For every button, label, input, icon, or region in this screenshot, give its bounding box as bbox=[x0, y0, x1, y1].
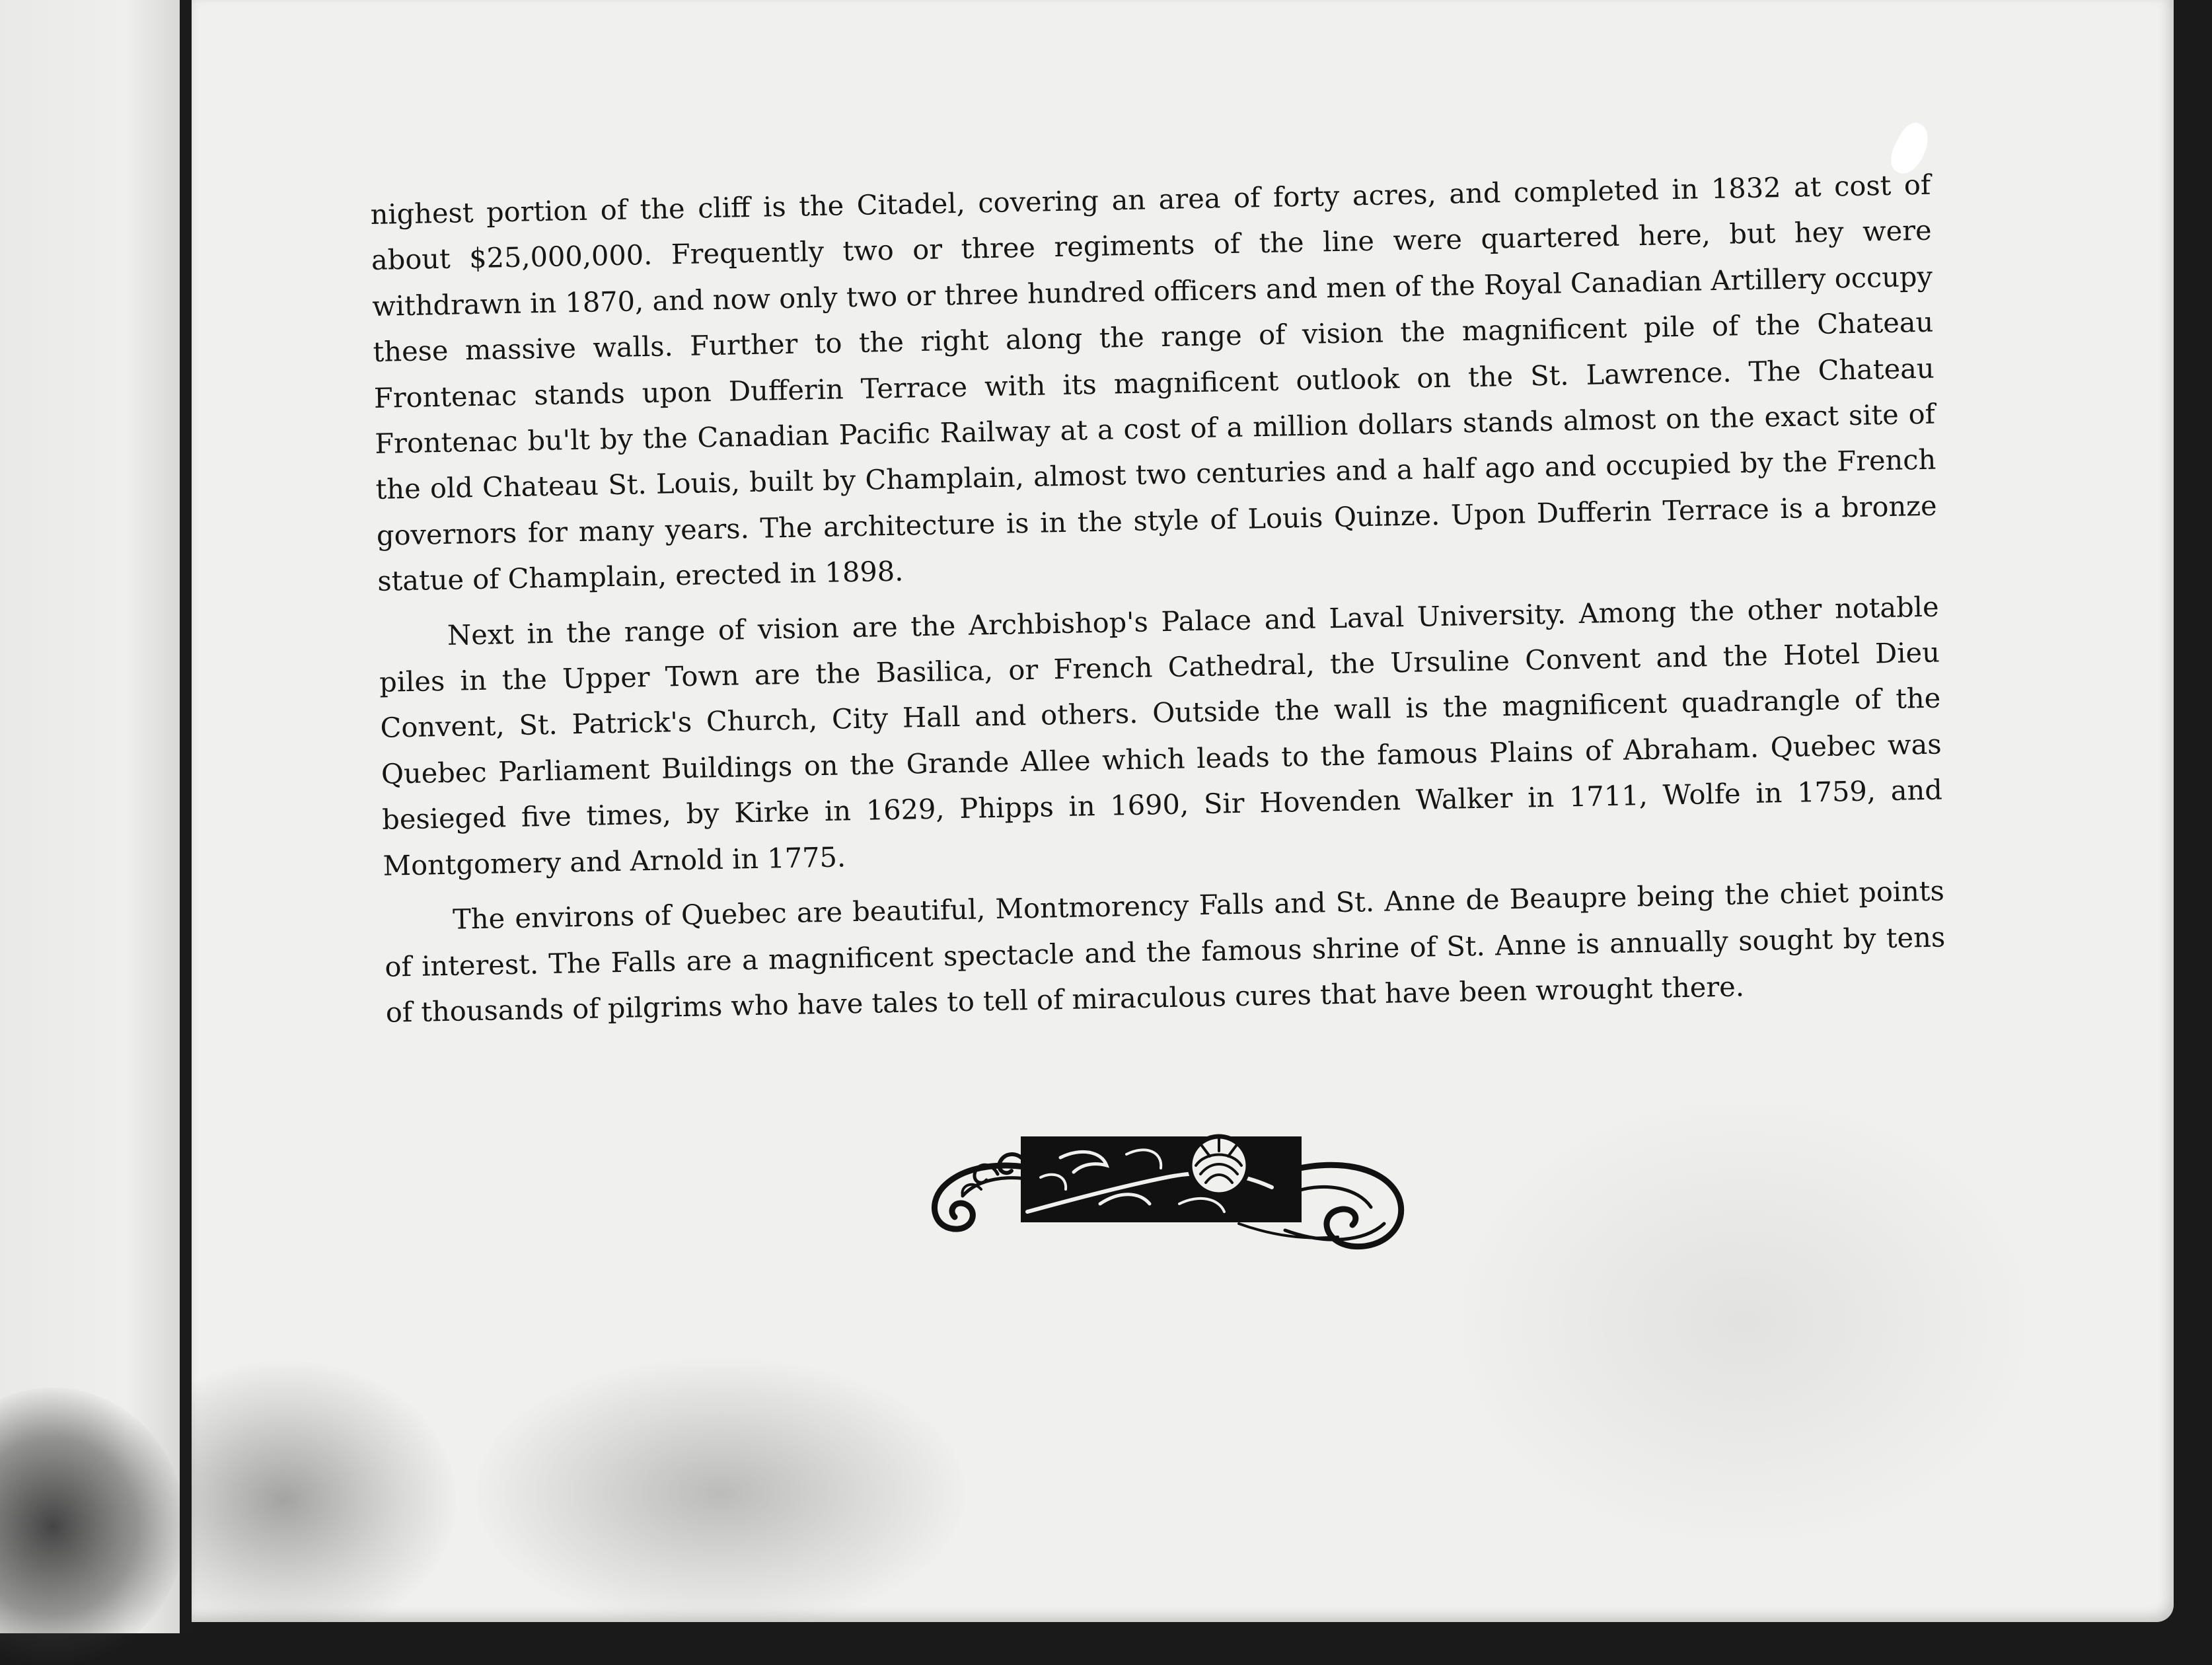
paper-stain bbox=[469, 1354, 971, 1622]
paper-stain bbox=[192, 1361, 456, 1622]
book-spine-gutter bbox=[180, 0, 192, 1633]
paragraph-citadel: nighest portion of the cliff is the Citadel, covering an area of forty acres, and completed in 1832 at cost of about $25,000,000. Frequently two or three regiments of the line were quartered here, but hey were withdrawn in 1870, and now only two or three hundred officers and men of the Royal Canadian Artillery occupy these massive walls. Further to the right along the range of vision the magnificent pile of the Chateau Frontenac stands upon Dufferin Terrace with its magnificent outlook on the St. Lawrence. The Chateau Frontenac bu'lt by the Canadian Pacific Railway at a cost of a million dollars stands almost on the exact site of the old Chateau St. Louis, built by Champlain, almost two centuries and a half ago and occupied by the French governors for many years. The architecture is in the style of Louis Quinze. Upon Dufferin Terrace is a bronze statue of Champlain, erected in 1898. bbox=[370, 168, 1938, 598]
body-text bbox=[370, 162, 1946, 1045]
paper-stain bbox=[1447, 1090, 2042, 1553]
paragraph-upper-town: Next in the range of vision are the Archbishop's Palace and Laval University. Among the other notable piles in the Upper Town are the Basilica, or French Cathedral, the Ursuline Convent and the Hotel Dieu Convent, St. Patrick's Church, City Hall and others. Outside the wall is the magnificent quadrangle of the Quebec Parliament Buildings on the Grande Allee which leads to the famous Plains of Abraham. Quebec was besieged five times, by Kirke in 1629, Phipps in 1690, Sir Hovenden Walker in 1711, Wolfe in 1759, and Montgomery and Arnold in 1775. bbox=[379, 590, 1943, 882]
floral-scroll-ornament bbox=[928, 1125, 1411, 1260]
left-page-shadow bbox=[0, 1388, 185, 1665]
left-page-edge bbox=[0, 0, 180, 1633]
paragraph-environs: The environs of Quebec are beautiful, Montmorency Falls and St. Anne de Beaupre being the chiet points of interest. The Falls are a magnificent spectacle and the famous shrine of St. Anne is annually sought by tens of thousands of pilgrims who have tales to tell of miraculous cures that have been wrought there. bbox=[385, 874, 1946, 1029]
